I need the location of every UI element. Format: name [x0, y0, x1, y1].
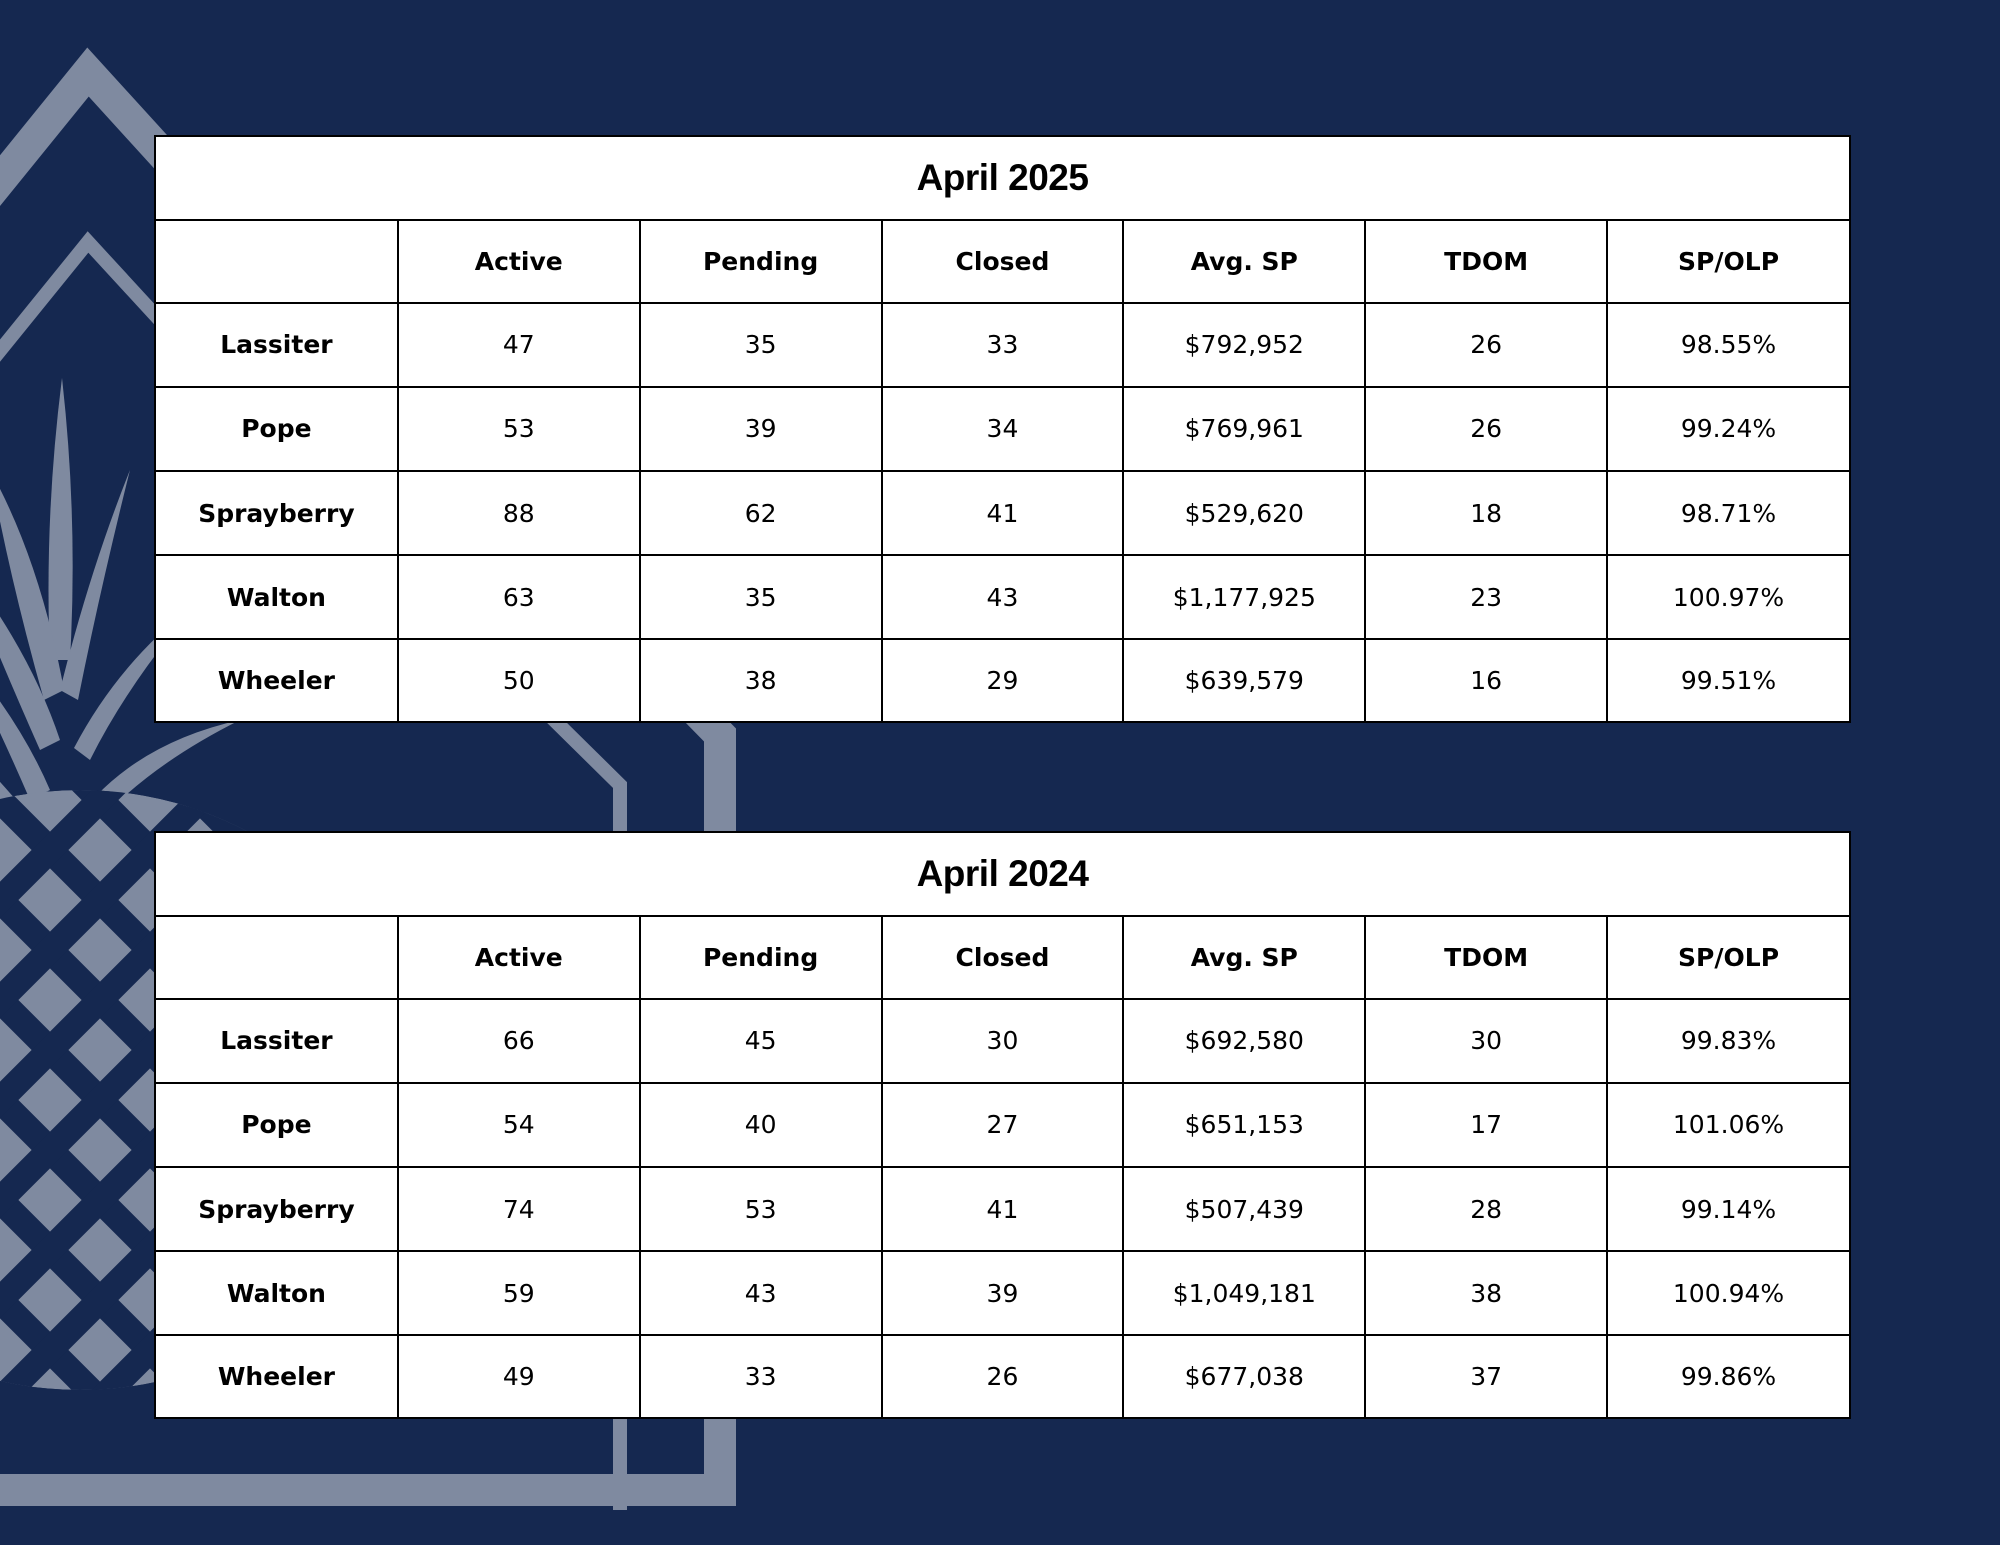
stats-grid	[156, 917, 1849, 1417]
header-blank	[156, 221, 398, 303]
cell-closed: 30	[882, 999, 1124, 1083]
cell-sp-olp: 99.86%	[1607, 1335, 1849, 1417]
header-pending: Pending	[640, 917, 882, 999]
cell-tdom: 16	[1365, 639, 1607, 721]
cell-pending: 39	[640, 387, 882, 471]
header-tdom: TDOM	[1365, 917, 1607, 999]
cell-avg-sp: $677,038	[1123, 1335, 1365, 1417]
header-sp-olp: SP/OLP	[1607, 221, 1849, 303]
row-label: Wheeler	[156, 639, 398, 721]
cell-sp-olp: 100.97%	[1607, 555, 1849, 639]
cell-closed: 43	[882, 555, 1124, 639]
stats-table-april-2024	[154, 831, 1851, 1419]
cell-sp-olp: 98.71%	[1607, 471, 1849, 555]
row-label: Walton	[156, 555, 398, 639]
table-row	[156, 1335, 1849, 1417]
table-row	[156, 471, 1849, 555]
cell-closed: 41	[882, 471, 1124, 555]
cell-sp-olp: 99.24%	[1607, 387, 1849, 471]
cell-closed: 39	[882, 1251, 1124, 1335]
cell-active: 74	[398, 1167, 640, 1251]
header-avg-sp: Avg. SP	[1123, 221, 1365, 303]
cell-tdom: 26	[1365, 303, 1607, 387]
table-row	[156, 555, 1849, 639]
cell-sp-olp: 100.94%	[1607, 1251, 1849, 1335]
row-label: Lassiter	[156, 999, 398, 1083]
cell-sp-olp: 101.06%	[1607, 1083, 1849, 1167]
cell-pending: 43	[640, 1251, 882, 1335]
cell-tdom: 17	[1365, 1083, 1607, 1167]
cell-pending: 35	[640, 555, 882, 639]
table-row	[156, 387, 1849, 471]
table-row	[156, 639, 1849, 721]
cell-active: 50	[398, 639, 640, 721]
cell-sp-olp: 99.83%	[1607, 999, 1849, 1083]
cell-avg-sp: $529,620	[1123, 471, 1365, 555]
table-row	[156, 1251, 1849, 1335]
cell-closed: 27	[882, 1083, 1124, 1167]
row-label: Lassiter	[156, 303, 398, 387]
cell-active: 59	[398, 1251, 640, 1335]
row-label: Sprayberry	[156, 1167, 398, 1251]
stats-grid	[156, 221, 1849, 721]
cell-tdom: 28	[1365, 1167, 1607, 1251]
cell-pending: 40	[640, 1083, 882, 1167]
header-tdom: TDOM	[1365, 221, 1607, 303]
table-title: April 2025	[156, 137, 1849, 221]
header-closed: Closed	[882, 221, 1124, 303]
cell-sp-olp: 99.51%	[1607, 639, 1849, 721]
header-row	[156, 221, 1849, 303]
header-blank	[156, 917, 398, 999]
cell-pending: 35	[640, 303, 882, 387]
cell-tdom: 23	[1365, 555, 1607, 639]
cell-active: 54	[398, 1083, 640, 1167]
cell-avg-sp: $1,177,925	[1123, 555, 1365, 639]
cell-avg-sp: $639,579	[1123, 639, 1365, 721]
row-label: Pope	[156, 1083, 398, 1167]
header-pending: Pending	[640, 221, 882, 303]
cell-closed: 29	[882, 639, 1124, 721]
cell-avg-sp: $769,961	[1123, 387, 1365, 471]
cell-avg-sp: $692,580	[1123, 999, 1365, 1083]
cell-active: 53	[398, 387, 640, 471]
cell-active: 49	[398, 1335, 640, 1417]
cell-active: 47	[398, 303, 640, 387]
cell-closed: 34	[882, 387, 1124, 471]
cell-avg-sp: $507,439	[1123, 1167, 1365, 1251]
header-closed: Closed	[882, 917, 1124, 999]
header-active: Active	[398, 221, 640, 303]
cell-active: 63	[398, 555, 640, 639]
cell-sp-olp: 98.55%	[1607, 303, 1849, 387]
cell-avg-sp: $651,153	[1123, 1083, 1365, 1167]
header-active: Active	[398, 917, 640, 999]
row-label: Pope	[156, 387, 398, 471]
table-row	[156, 1167, 1849, 1251]
stats-table-april-2025	[154, 135, 1851, 723]
table-title: April 2024	[156, 833, 1849, 917]
cell-tdom: 30	[1365, 999, 1607, 1083]
table-row	[156, 1083, 1849, 1167]
cell-avg-sp: $792,952	[1123, 303, 1365, 387]
table-row	[156, 303, 1849, 387]
cell-active: 66	[398, 999, 640, 1083]
cell-sp-olp: 99.14%	[1607, 1167, 1849, 1251]
header-avg-sp: Avg. SP	[1123, 917, 1365, 999]
cell-tdom: 26	[1365, 387, 1607, 471]
row-label: Sprayberry	[156, 471, 398, 555]
cell-closed: 33	[882, 303, 1124, 387]
table-row	[156, 999, 1849, 1083]
cell-tdom: 38	[1365, 1251, 1607, 1335]
cell-pending: 33	[640, 1335, 882, 1417]
header-sp-olp: SP/OLP	[1607, 917, 1849, 999]
cell-tdom: 37	[1365, 1335, 1607, 1417]
row-label: Wheeler	[156, 1335, 398, 1417]
cell-pending: 38	[640, 639, 882, 721]
cell-pending: 53	[640, 1167, 882, 1251]
header-row	[156, 917, 1849, 999]
cell-tdom: 18	[1365, 471, 1607, 555]
cell-pending: 62	[640, 471, 882, 555]
cell-closed: 26	[882, 1335, 1124, 1417]
row-label: Walton	[156, 1251, 398, 1335]
cell-avg-sp: $1,049,181	[1123, 1251, 1365, 1335]
cell-active: 88	[398, 471, 640, 555]
cell-closed: 41	[882, 1167, 1124, 1251]
cell-pending: 45	[640, 999, 882, 1083]
